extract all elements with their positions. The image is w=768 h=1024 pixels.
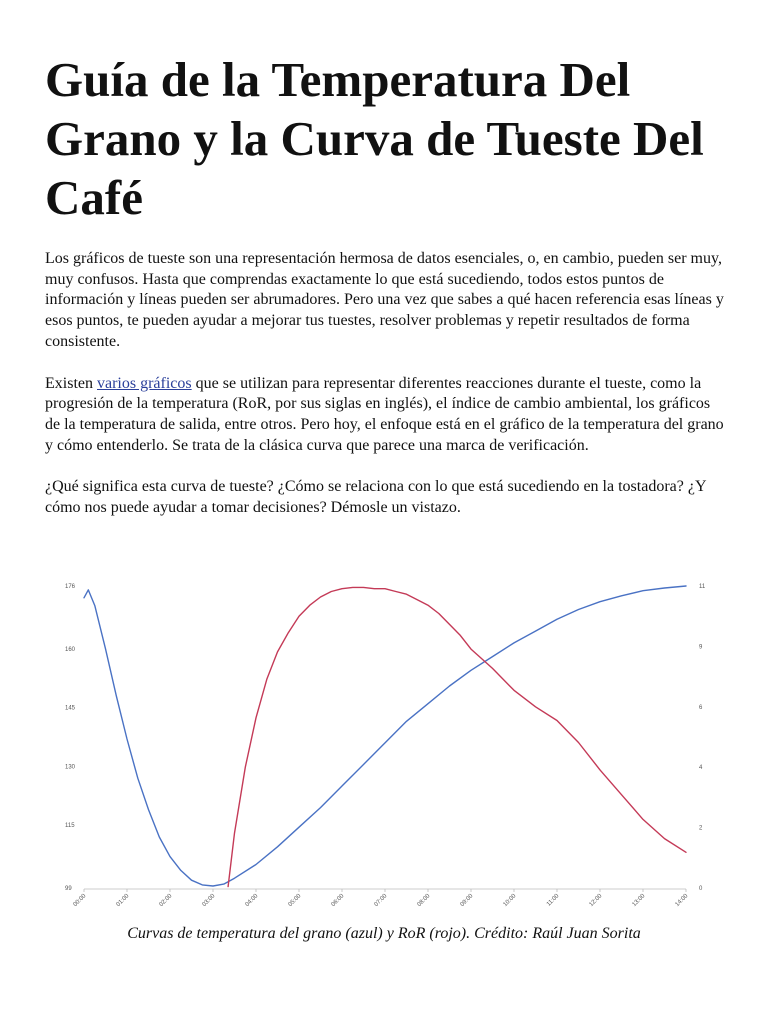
paragraph-text-end: que se utilizan para representar diferentes reacciones durante el tueste, como la progresión de la temperatura (RoR, por sus siglas en inglés), el índice de cambio ambiental, los gráficos de la temperatura de salida, entre otros. Pero hoy, el enfoque está en el gráfico de la temperatura del grano y cómo entenderlo. Se trata de la clásica curva que parece una marca de verificación. bbox=[45, 374, 724, 454]
article bbox=[45, 50, 725, 519]
article-title: Guía de la Temperatura Del Grano y la Curva de Tueste Del Café bbox=[45, 52, 704, 225]
various-graphs-link[interactable]: varios gráficos bbox=[97, 374, 192, 392]
questions-paragraph: ¿Qué significa esta curva de tueste? ¿Cómo se relaciona con lo que está sucediendo en la tostadora? ¿Y cómo nos puede ayudar a tomar decisiones? Démosle un vistazo. bbox=[45, 478, 706, 517]
x-tick-label: 02:00 bbox=[158, 893, 174, 909]
y-left-tick-label: 145 bbox=[65, 705, 76, 712]
y-left-tick-label: 99 bbox=[65, 886, 72, 892]
graphs-paragraph bbox=[45, 374, 725, 457]
y-left-tick-label: 115 bbox=[65, 823, 75, 830]
y-left-tick-label: 176 bbox=[65, 584, 76, 590]
x-tick-label: 04:00 bbox=[244, 893, 260, 909]
x-tick-label: 10:00 bbox=[502, 893, 518, 909]
chart-caption: Curvas de temperatura del grano (azul) y RoR (rojo). Crédito: Raúl Juan Sorita bbox=[127, 925, 641, 942]
y-right-tick-label: 11 bbox=[699, 584, 706, 590]
x-tick-label: 03:00 bbox=[201, 893, 217, 909]
ror-line bbox=[228, 587, 686, 886]
y-right-tick-label: 4 bbox=[699, 765, 703, 772]
y-right-tick-label: 6 bbox=[699, 704, 703, 711]
x-tick-label: 12:00 bbox=[588, 893, 604, 909]
x-tick-label: 13:00 bbox=[631, 893, 647, 909]
x-tick-label: 00:00 bbox=[72, 893, 88, 909]
y-left-tick-label: 130 bbox=[65, 764, 76, 771]
x-tick-label: 14:00 bbox=[674, 893, 690, 909]
y-right-tick-label: 2 bbox=[699, 825, 703, 832]
x-tick-label: 01:00 bbox=[115, 893, 131, 909]
x-tick-label: 08:00 bbox=[416, 893, 432, 909]
x-tick-label: 07:00 bbox=[373, 893, 389, 909]
chart-svg bbox=[0, 565, 768, 925]
x-tick-label: 06:00 bbox=[330, 893, 346, 909]
y-right-tick-label: 0 bbox=[699, 886, 703, 892]
x-tick-label: 09:00 bbox=[459, 893, 475, 909]
paragraph-text-start: Existen bbox=[45, 374, 97, 392]
x-tick-label: 11:00 bbox=[545, 893, 561, 908]
intro-paragraph: Los gráficos de tueste son una representación hermosa de datos esenciales, o, en cambio, pueden ser muy, muy confusos. Hasta que comprendas exactamente lo que está sucediendo, todos estos puntos de información y líneas pueden ser abrumadores. Pero una vez que sabes a qué hacen referencia esas líneas y esos puntos, te pueden ayudar a mejorar tus tuestes, resolver problemas y repetir resultados de forma consistente. bbox=[45, 250, 724, 350]
y-left-tick-label: 160 bbox=[65, 646, 76, 653]
x-tick-label: 05:00 bbox=[287, 893, 303, 909]
bean-temperature-line bbox=[84, 586, 686, 886]
roast-curve-chart bbox=[0, 565, 768, 925]
y-right-tick-label: 9 bbox=[699, 644, 703, 651]
